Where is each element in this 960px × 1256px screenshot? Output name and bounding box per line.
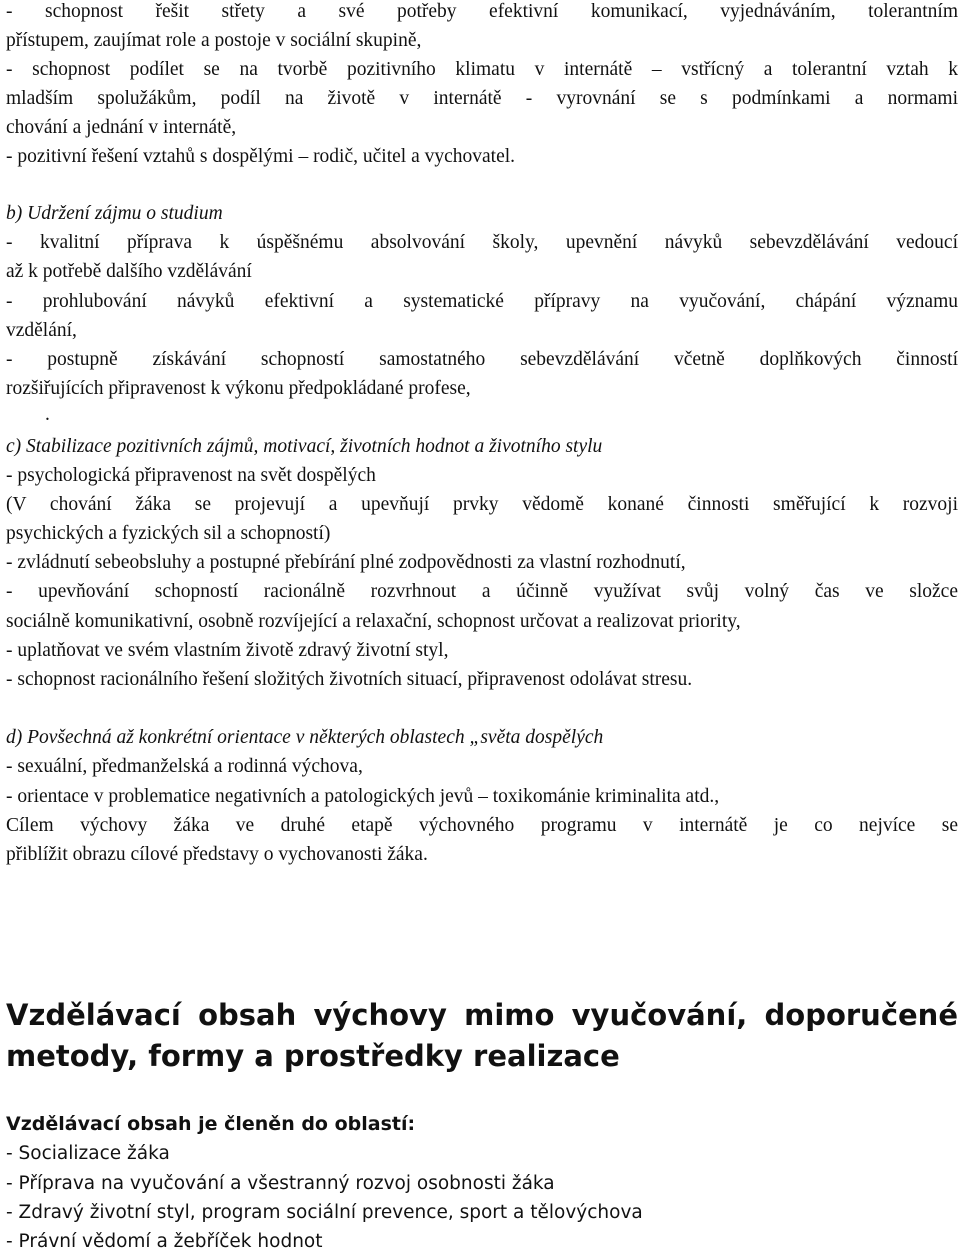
text-line: přiblížit obrazu cílové představy o vychovanosti žáka. <box>6 844 428 865</box>
text-line: - zvládnutí sebeobsluhy a postupné přebírání plné zodpovědnosti za vlastní rozhodnutí, <box>6 552 686 573</box>
text-line: - kvalitní příprava k úspěšnému absolvování školy, upevnění návyků sebevzdělávání vedoucí <box>6 232 958 253</box>
section-heading-d: d) Povšechná až konkrétní orientace v některých oblastech „světa dospělých <box>6 727 604 748</box>
text-line: mladším spolužákům, podíl na životě v internátě - vyrovnání se s podmínkami a normami <box>6 88 958 109</box>
main-title-line-2: metody, formy a prostředky realizace <box>6 1039 620 1073</box>
text-line: rozšiřujících připravenost k výkonu předpokládané profese, <box>6 378 471 399</box>
text-line: - uplatňovat ve svém vlastním životě zdravý životní styl, <box>6 640 449 661</box>
list-item: - Právní vědomí a žebříček hodnot <box>6 1231 323 1252</box>
text-line: - schopnost racionálního řešení složitých životních situací, připravenost odolávat stresu. <box>6 669 693 690</box>
stray-dot: . <box>45 404 50 425</box>
text-line: přístupem, zaujímat role a postoje v sociální skupině, <box>6 30 422 51</box>
text-line: - pozitivní řešení vztahů s dospělými – rodič, učitel a vychovatel. <box>6 146 516 167</box>
section-heading-c: c) Stabilizace pozitivních zájmů, motivací, životních hodnot a životního stylu <box>6 436 603 457</box>
list-item: - Socializace žáka <box>6 1143 170 1164</box>
main-title-line-1: Vzdělávací obsah výchovy mimo vyučování, doporučené <box>6 998 958 1032</box>
text-line: psychických a fyzických sil a schopností) <box>6 523 331 544</box>
text-line: - schopnost řešit střety a své potřeby efektivní komunikací, vyjednáváním, tolerantním <box>6 1 958 22</box>
text-line: chování a jednání v internátě, <box>6 117 237 138</box>
text-line: až k potřebě dalšího vzdělávání <box>6 261 252 282</box>
text-line: - sexuální, předmanželská a rodinná výchova, <box>6 756 363 777</box>
list-item: - Příprava na vyučování a všestranný rozvoj osobnosti žáka <box>6 1173 555 1194</box>
text-line: vzdělání, <box>6 320 77 341</box>
text-line: - prohlubování návyků efektivní a systematické přípravy na vyučování, chápání významu <box>6 291 958 312</box>
text-line: - upevňování schopností racionálně rozvrhnout a účinně využívat svůj volný čas ve složce <box>6 581 958 602</box>
text-line: - schopnost podílet se na tvorbě pozitivního klimatu v internátě – vstřícný a tolerantní vztah k <box>6 59 958 80</box>
text-line: Cílem výchovy žáka ve druhé etapě výchovného programu v internátě je co nejvíce se <box>6 815 958 836</box>
text-line: - psychologická připravenost na svět dospělých <box>6 465 376 486</box>
text-line: (V chování žáka se projevují a upevňují prvky vědomě konané činnosti směřující k rozvoji <box>6 494 958 515</box>
list-item: - Zdravý životní styl, program sociální prevence, sport a tělovýchova <box>6 1202 643 1223</box>
text-line: - orientace v problematice negativních a patologických jevů – toxikománie kriminalita atd., <box>6 786 720 807</box>
text-line: sociálně komunikativní, osobně rozvíjející a relaxační, schopnost určovat a realizovat priority, <box>6 611 741 632</box>
section-heading-b: b) Udržení zájmu o studium <box>6 203 223 224</box>
text-line: - postupně získávání schopností samostatného sebevzdělávání včetně doplňkových činností <box>6 349 958 370</box>
areas-heading: Vzdělávací obsah je členěn do oblastí: <box>6 1113 416 1135</box>
